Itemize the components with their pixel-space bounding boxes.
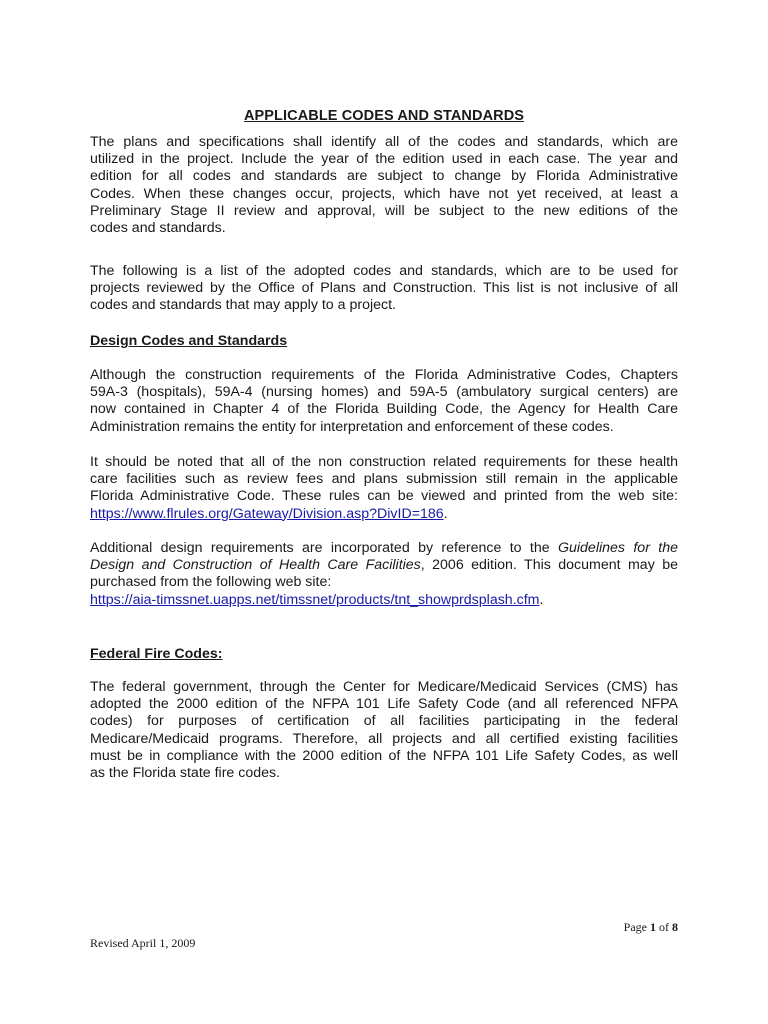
intro-line: Preliminary Stage II review and approval, will be subject to the new editions of the (90, 202, 678, 219)
page-title: APPLICABLE CODES AND STANDARDS (243, 108, 525, 124)
additional-post-text: , 2006 edition. This document may be (420, 557, 678, 574)
noted-line: care facilities such as review fees and plans submission still remain in the applicable (90, 471, 678, 488)
flrules-line (90, 506, 678, 523)
list-paragraph (90, 263, 678, 315)
page-current: 1 (650, 920, 656, 934)
design-line: Although the construction requirements of the Florida Administrative Codes, Chapters (90, 367, 678, 383)
design-line: Administration remains the entity for interpretation and enforcement of these codes. (90, 418, 614, 435)
intro-line: edition for all codes and standards are subject to change by Florida Administrative (90, 168, 678, 185)
additional-line (90, 557, 678, 574)
page-total: 8 (672, 920, 678, 934)
page-label: Page (623, 920, 650, 934)
intro-paragraph (90, 134, 678, 237)
guidelines-title-part1: Guidelines for the (557, 540, 678, 556)
federal-fire-codes-heading: Federal Fire Codes: (90, 646, 223, 662)
aia-period: . (539, 591, 544, 608)
list-line: The following is a list of the adopted codes and standards, which are to be used for (90, 263, 678, 279)
fire-line: as the Florida state fire codes. (90, 765, 281, 782)
additional-line (90, 540, 678, 557)
design-codes-heading: Design Codes and Standards (90, 333, 288, 349)
flrules-link[interactable]: https://www.flrules.org/Gateway/Division.asp?DivID=186 (90, 505, 444, 522)
fire-line: Medicare/Medicaid programs. Therefore, all projects and all certified existing facilities (90, 730, 678, 747)
intro-line: The plans and specifications shall identify all of the codes and standards, which are (90, 134, 678, 150)
intro-line: Codes. When these changes occur, projects, which have not yet received, at least a (90, 185, 678, 202)
design-paragraph (90, 367, 678, 436)
fire-line: adopted the 2000 edition of the NFPA 101 Life Safety Code (and all referenced NFPA (90, 696, 678, 713)
noted-paragraph (90, 454, 678, 523)
design-line: 59A-3 (hospitals), 59A-4 (nursing homes) and 59A-5 (ambulatory surgical centers) are (90, 384, 678, 401)
list-line: projects reviewed by the Office of Plans and Construction. This list is not inclusive of all (90, 280, 678, 297)
page-number (624, 920, 678, 935)
aia-link[interactable]: https://aia-timssnet.uapps.net/timssnet/products/tnt_showprdsplash.cfm (90, 591, 540, 608)
fire-line: The federal government, through the Center for Medicare/Medicaid Services (CMS) has (90, 679, 678, 695)
list-line: codes and standards that may apply to a project. (90, 297, 397, 314)
page-of: of (656, 920, 672, 934)
guidelines-title-part2: Design and Construction of Health Care Facilities (90, 557, 421, 574)
additional-pre-text: Additional design requirements are incorporated by reference to the (90, 540, 558, 556)
intro-line: codes and standards. (90, 220, 226, 237)
additional-line: purchased from the following web site: (90, 574, 332, 591)
design-line: now contained in Chapter 4 of the Florida Building Code, the Agency for Health Care (90, 401, 678, 418)
intro-line: utilized in the project. Include the year of the edition used in each case. The year and (90, 151, 678, 168)
aia-line (90, 592, 678, 609)
fire-line: codes) for purposes of certification of all facilities participating in the federal (90, 713, 678, 730)
noted-line: It should be noted that all of the non construction related requirements for these health (90, 454, 678, 470)
fire-line: must be in compliance with the 2000 edition of the NFPA 101 Life Safety Codes, as well (90, 747, 678, 764)
fire-paragraph (90, 679, 678, 782)
noted-line: Florida Administrative Code. These rules can be viewed and printed from the web site: (90, 488, 678, 505)
flrules-period: . (443, 505, 448, 522)
additional-paragraph (90, 540, 678, 609)
revision-date: Revised April 1, 2009 (90, 936, 196, 950)
